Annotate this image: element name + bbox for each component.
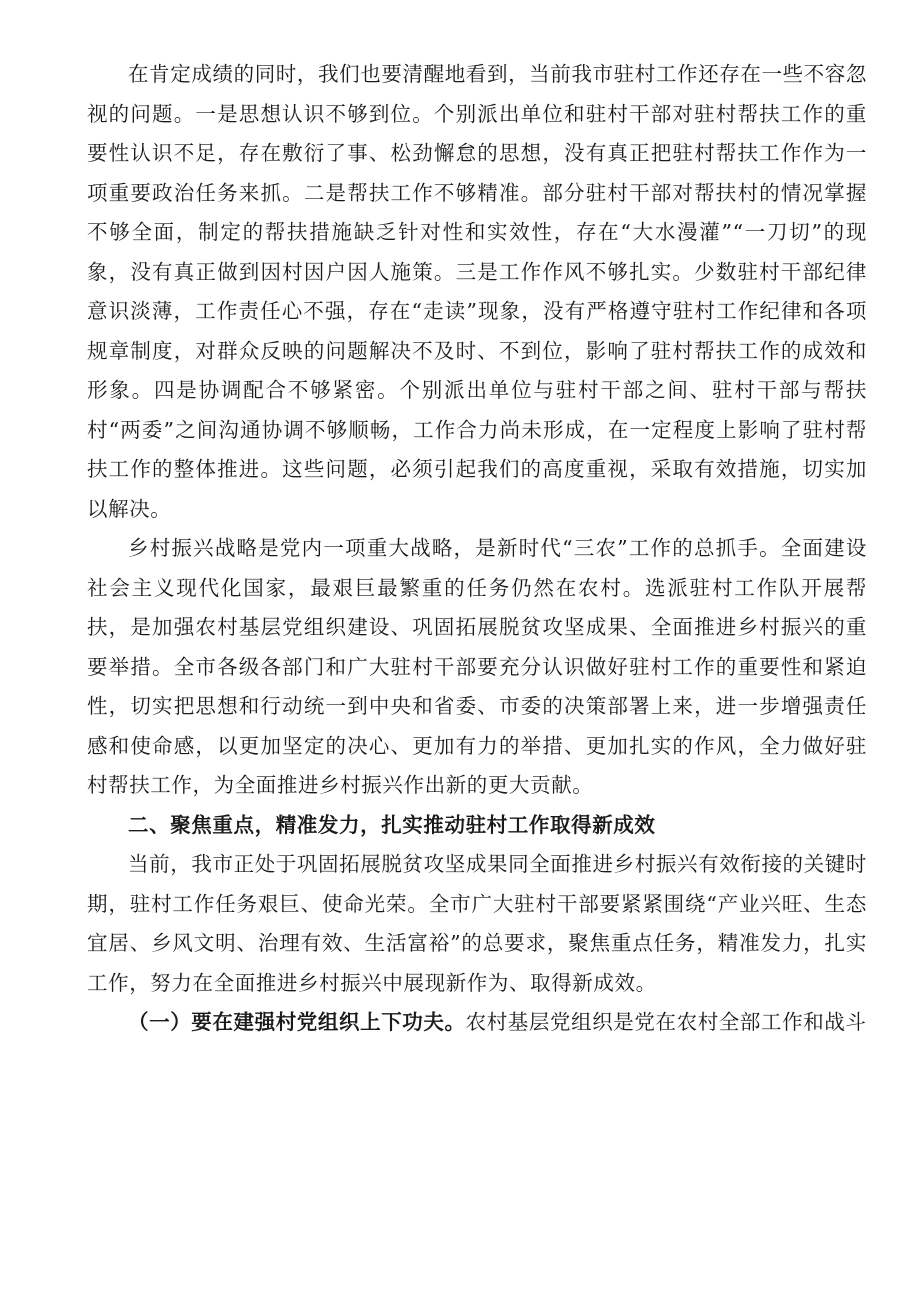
subsection-lead: （一）要在建强村党组织上下功夫。: [128, 1010, 466, 1034]
paragraph-current-period: 当前，我市正处于巩固拓展脱贫攻坚成果同全面推进乡村振兴有效衔接的关键时期，驻村工作任务艰巨、使命光荣。全市广大驻村干部要紧紧围绕“产业兴旺、生态宜居、乡风文明、治理有效、生活富裕”的总要求，聚焦重点任务，精准发力，扎实工作，努力在全面推进乡村振兴中展现新作为、取得新成效。: [87, 852, 867, 995]
subsection-body: 农村基层党组织是党在农村全部工作和战斗: [465, 1010, 867, 1034]
paragraph-rural-revitalization: 乡村振兴战略是党内一项重大战略，是新时代“三农”工作的总抓手。全面建设社会主义现代化国家，最艰巨最繁重的任务仍然在农村。选派驻村工作队开展帮扶，是加强农村基层党组织建设、巩固拓展脱贫攻坚成果、全面推进乡村振兴的重要举措。全市各级各部门和广大驻村干部要充分认识做好驻村工作的重要性和紧迫性，切实把思想和行动统一到中央和省委、市委的决策部署上来，进一步增强责任感和使命感，以更加坚定的决心、更加有力的举措、更加扎实的作风，全力做好驻村帮扶工作，为全面推进乡村振兴作出新的更大贡献。: [87, 536, 867, 797]
section-heading: 二、聚焦重点，精准发力，扎实推动驻村工作取得新成效: [128, 812, 656, 837]
paragraph-problems: 在肯定成绩的同时，我们也要清醒地看到，当前我市驻村工作还存在一些不容忽视的问题。一是思想认识不够到位。个别派出单位和驻村干部对驻村帮扶工作的重要性认识不足，存在敷衍了事、松劲懈怠的思想，没有真正把驻村帮扶工作作为一项重要政治任务来抓。二是帮扶工作不够精准。部分驻村干部对帮扶村的情况掌握不够全面，制定的帮扶措施缺乏针对性和实效性，存在“大水漫灌”“一刀切”的现象，没有真正做到因村因户因人施策。三是工作作风不够扎实。少数驻村干部纪律意识淡薄，工作责任心不强，存在“走读”现象，没有严格遵守驻村工作纪律和各项规章制度，对群众反映的问题解决不及时、不到位，影响了驻村帮扶工作的成效和形象。四是协调配合不够紧密。个别派出单位与驻村干部之间、驻村干部与帮扶村“两委”之间沟通协调不够顺畅，工作合力尚未形成，在一定程度上影响了驻村帮扶工作的整体推进。这些问题，必须引起我们的高度重视，采取有效措施，切实加以解决。: [87, 62, 867, 521]
paragraph-party-organization: [87, 1003, 867, 1043]
document-page: [87, 55, 867, 1043]
